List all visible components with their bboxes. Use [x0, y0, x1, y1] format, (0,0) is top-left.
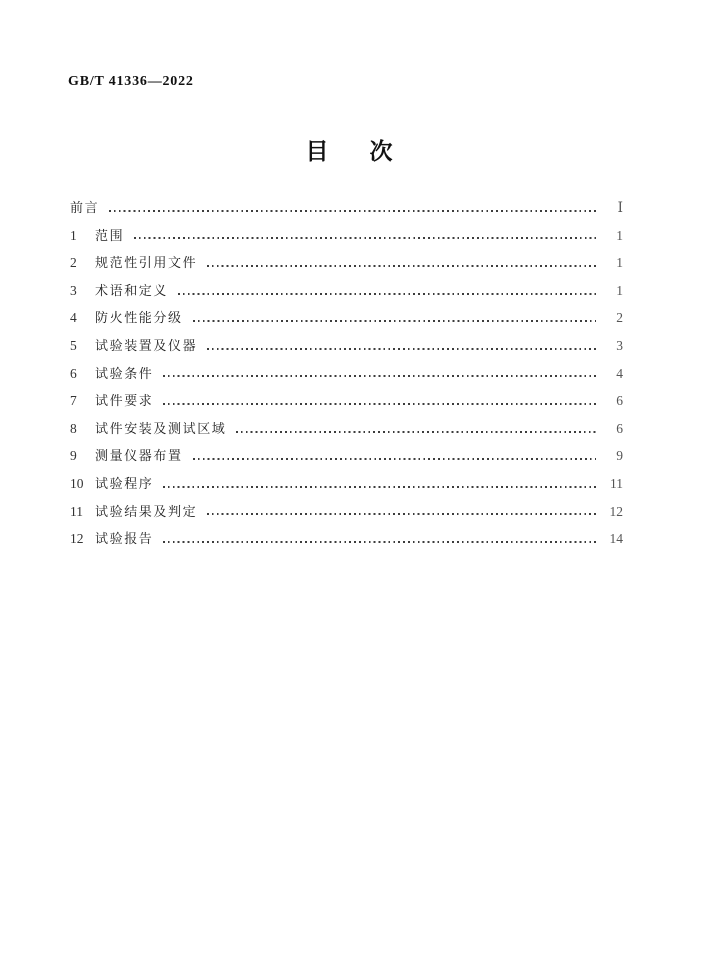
toc-entry-label: 试件安装及测试区域 — [95, 420, 227, 436]
dotted-leader — [207, 348, 596, 350]
toc-entry-label: 规范性引用文件 — [95, 255, 198, 271]
toc-entry-number: 5 — [70, 337, 77, 353]
toc-entry — [70, 387, 623, 415]
toc-entry-label: 试验报告 — [95, 531, 154, 547]
toc-entry — [70, 249, 623, 277]
toc-entry-label: 试验结果及判定 — [95, 503, 198, 519]
toc-entry-number: 2 — [70, 255, 77, 271]
toc-entry-page: 6 — [616, 420, 623, 436]
toc-entry-page: 3 — [616, 337, 623, 353]
toc-entry-label: 试验程序 — [95, 475, 154, 491]
toc-title: 目 次 — [305, 138, 402, 164]
toc-entry-label: 测量仪器布置 — [95, 448, 183, 464]
toc-entry-label: 前言 — [70, 200, 100, 215]
standard-code: GB/T 41336—2022 — [68, 74, 194, 89]
dotted-leader — [178, 293, 596, 295]
dotted-leader — [134, 237, 596, 239]
toc-entry-number: 8 — [70, 420, 77, 436]
toc-entry-page: 6 — [616, 393, 623, 409]
toc-entry-number: 12 — [70, 531, 84, 547]
dotted-leader — [109, 210, 596, 212]
toc-entry — [70, 415, 623, 443]
toc-entry-page: 1 — [616, 255, 623, 271]
dotted-leader — [163, 375, 596, 377]
dotted-leader — [207, 265, 596, 267]
toc-entry-number: 10 — [70, 475, 84, 491]
toc-entry — [70, 498, 623, 526]
toc-list — [70, 194, 623, 553]
toc-entry-number: 9 — [70, 448, 77, 464]
toc-entry-page: 1 — [616, 282, 623, 298]
toc-entry — [70, 332, 623, 360]
toc-entry-page: 1 — [616, 227, 623, 243]
toc-entry-label: 试件要求 — [95, 393, 154, 409]
toc-entry-label: 防火性能分级 — [95, 310, 183, 326]
toc-entry-label: 术语和定义 — [95, 282, 169, 298]
toc-entry-label: 试验装置及仪器 — [95, 337, 198, 353]
dotted-leader — [236, 431, 596, 433]
dotted-leader — [207, 513, 596, 515]
dotted-leader — [193, 320, 596, 322]
toc-entry-number: 4 — [70, 310, 77, 326]
toc-entry — [70, 442, 623, 470]
dotted-leader — [163, 541, 596, 543]
toc-entry-page: Ⅰ — [617, 200, 623, 215]
toc-entry-label: 试验条件 — [95, 365, 154, 381]
dotted-leader — [163, 486, 596, 488]
toc-entry-number: 6 — [70, 365, 77, 381]
toc-entry-page: 11 — [610, 475, 623, 491]
toc-entry — [70, 222, 623, 250]
toc-entry — [70, 525, 623, 553]
toc-entry — [70, 470, 623, 498]
toc-entry-page: 9 — [616, 448, 623, 464]
toc-entry — [70, 360, 623, 388]
dotted-leader — [193, 458, 596, 460]
toc-entry-number: 7 — [70, 393, 77, 409]
toc-entry-page: 14 — [609, 531, 623, 547]
toc-entry-page: 4 — [616, 365, 623, 381]
toc-entry-page: 12 — [609, 503, 623, 519]
toc-entry — [70, 304, 623, 332]
toc-entry-number: 11 — [70, 503, 83, 519]
toc-entry-number: 1 — [70, 227, 77, 243]
toc-entry-label: 范围 — [95, 227, 125, 243]
dotted-leader — [163, 403, 596, 405]
toc-entry-page: 2 — [616, 310, 623, 326]
toc-entry-number: 3 — [70, 282, 77, 298]
toc-entry — [70, 277, 623, 305]
toc-entry — [70, 194, 623, 222]
